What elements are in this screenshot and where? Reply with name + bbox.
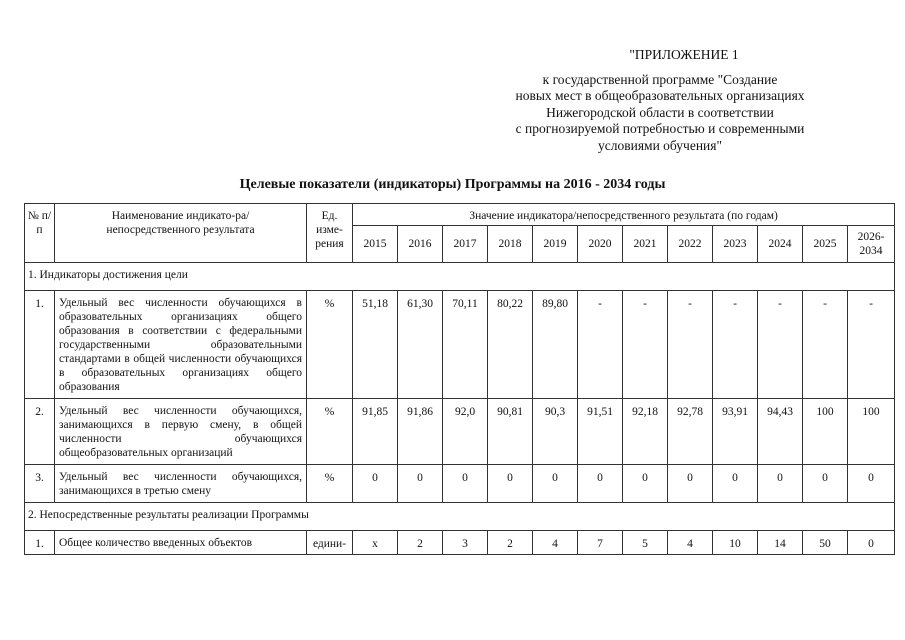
row-number: 3.	[25, 465, 55, 503]
appendix-line: новых мест в общеобразовательных организациях	[515, 88, 805, 103]
value-cell: 0	[848, 531, 895, 555]
value-cell: 4	[533, 531, 578, 555]
appendix-heading	[470, 47, 850, 154]
section-row	[25, 503, 895, 531]
value-cell: 100	[803, 399, 848, 465]
table-row	[25, 531, 895, 555]
section-title: 1. Индикаторы достижения цели	[25, 263, 895, 291]
value-cell: 61,30	[398, 291, 443, 399]
row-number: 2.	[25, 399, 55, 465]
value-cell: 51,18	[353, 291, 398, 399]
year-header: 2024	[758, 226, 803, 263]
header-unit: Ед. изме-рения	[307, 204, 353, 263]
value-cell: 92,78	[668, 399, 713, 465]
value-cell: 14	[758, 531, 803, 555]
value-cell: 90,81	[488, 399, 533, 465]
value-cell: 90,3	[533, 399, 578, 465]
value-cell: x	[353, 531, 398, 555]
value-cell: -	[713, 291, 758, 399]
year-header: 2015	[353, 226, 398, 263]
value-cell: 3	[443, 531, 488, 555]
value-cell: 10	[713, 531, 758, 555]
header-values: Значение индикатора/непосредственного результата (по годам)	[353, 204, 895, 226]
value-cell: 0	[713, 465, 758, 503]
appendix-line: Нижегородской области в соответствии	[546, 104, 774, 120]
year-header: 2021	[623, 226, 668, 263]
indicator-name: Общее количество введенных объектов	[55, 531, 307, 555]
year-header: 2020	[578, 226, 623, 263]
value-cell: 4	[668, 531, 713, 555]
value-cell: 0	[668, 465, 713, 503]
unit-cell: %	[307, 291, 353, 399]
value-cell: -	[578, 291, 623, 399]
header-row	[25, 204, 895, 226]
year-header: 2026-2034	[848, 226, 895, 263]
section-title: 2. Непосредственные результаты реализации Программы	[25, 503, 895, 531]
table-row	[25, 465, 895, 503]
value-cell: 0	[578, 465, 623, 503]
row-number: 1.	[25, 291, 55, 399]
value-cell: 0	[758, 465, 803, 503]
value-cell: -	[623, 291, 668, 399]
header-num: № п/п	[25, 204, 55, 263]
document-title: Целевые показатели (индикаторы) Программы на 2016 - 2034 годы	[239, 177, 666, 192]
value-cell: 91,86	[398, 399, 443, 465]
year-header: 2017	[443, 226, 488, 263]
year-header: 2023	[713, 226, 758, 263]
value-cell: 2	[488, 531, 533, 555]
row-number: 1.	[25, 531, 55, 555]
year-header: 2018	[488, 226, 533, 263]
value-cell: -	[803, 291, 848, 399]
unit-cell: едини-	[307, 531, 353, 555]
indicator-name: Удельный вес численности обучающихся в образовательных организациях общего образования в соответствии с федеральными государственными образовательными стандартами в общей численности обучающихся в образовательных организациях общего образования	[55, 291, 307, 399]
value-cell: 0	[848, 465, 895, 503]
year-header: 2022	[668, 226, 713, 263]
indicators-table	[24, 203, 895, 555]
value-cell: 89,80	[533, 291, 578, 399]
year-header: 2019	[533, 226, 578, 263]
value-cell: 7	[578, 531, 623, 555]
value-cell: 50	[803, 531, 848, 555]
value-cell: 93,91	[713, 399, 758, 465]
appendix-line: условиями обучения"	[598, 137, 722, 153]
appendix-line: к государственной программе "Создание	[542, 71, 778, 87]
value-cell: 91,51	[578, 399, 623, 465]
header-name: Наименование индикато-ра/непосредственного результата	[55, 204, 307, 263]
value-cell: 0	[353, 465, 398, 503]
value-cell: 80,22	[488, 291, 533, 399]
value-cell: 91,85	[353, 399, 398, 465]
value-cell: 0	[443, 465, 488, 503]
year-header: 2025	[803, 226, 848, 263]
value-cell: 0	[398, 465, 443, 503]
year-header: 2016	[398, 226, 443, 263]
value-cell: 0	[533, 465, 578, 503]
value-cell: 94,43	[758, 399, 803, 465]
value-cell: -	[848, 291, 895, 399]
value-cell: 2	[398, 531, 443, 555]
table-row	[25, 399, 895, 465]
value-cell: 0	[488, 465, 533, 503]
value-cell: 0	[803, 465, 848, 503]
value-cell: -	[668, 291, 713, 399]
value-cell: 92,18	[623, 399, 668, 465]
value-cell: 70,11	[443, 291, 488, 399]
unit-cell: %	[307, 399, 353, 465]
appendix-title: "ПРИЛОЖЕНИЕ 1	[629, 47, 739, 62]
value-cell: 92,0	[443, 399, 488, 465]
indicator-name: Удельный вес численности обучающихся, занимающихся в третью смену	[55, 465, 307, 503]
unit-cell: %	[307, 465, 353, 503]
section-row	[25, 263, 895, 291]
value-cell: -	[758, 291, 803, 399]
appendix-line: с прогнозируемой потребностью и современными	[515, 121, 805, 136]
indicator-name: Удельный вес численности обучающихся, занимающихся в первую смену, в общей численности обучающихся общеобразовательных организаций	[55, 399, 307, 465]
value-cell: 5	[623, 531, 668, 555]
table-row	[25, 291, 895, 399]
value-cell: 100	[848, 399, 895, 465]
value-cell: 0	[623, 465, 668, 503]
